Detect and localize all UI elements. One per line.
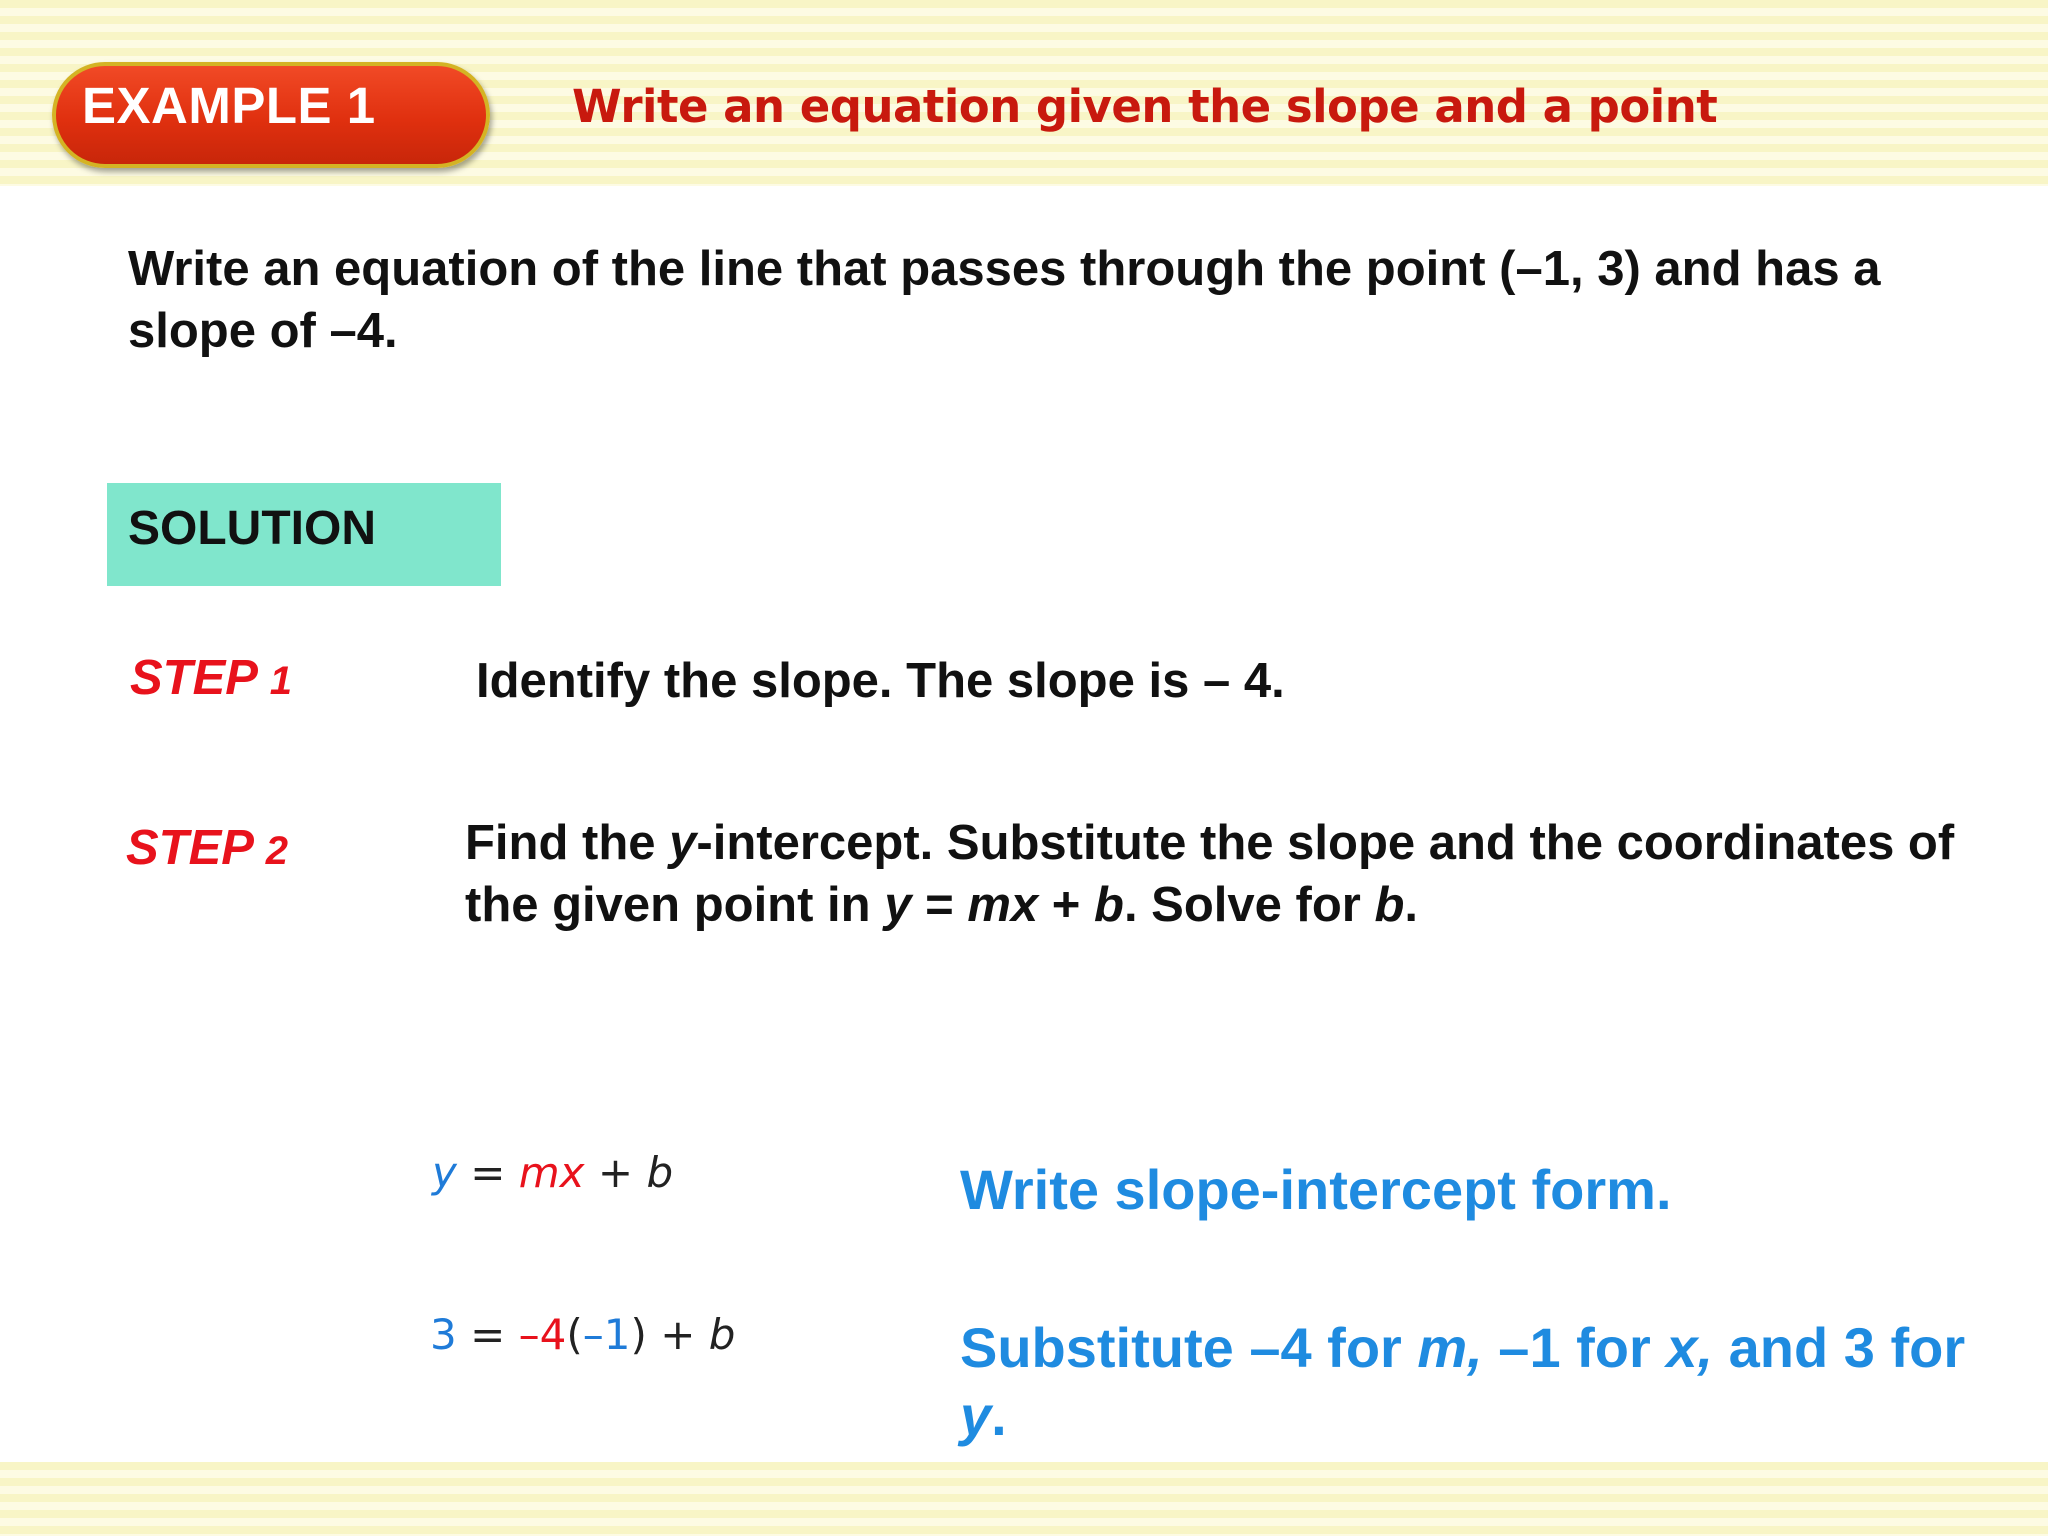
eq2-slope: –4 [518,1310,567,1359]
note2-text-2: –1 for [1482,1316,1667,1379]
step-2-text-2: -intercept. Substitute the slope and the coordinates of the given point in [465,816,1955,932]
formula-b: b [1094,878,1124,932]
eq2-close-paren: ) [630,1310,647,1359]
step-1-text-1: Identify the slope. The slope is [476,654,1203,708]
formula-mx: mx [967,878,1039,932]
problem-period: . [383,304,398,358]
solution-label: SOLUTION [128,502,376,555]
solution-box [107,483,501,586]
problem-slope: –4 [329,304,384,358]
note2-text-3: and 3 for [1713,1316,1966,1379]
step-2-label [126,820,288,876]
eq2-y-value: 3 [430,1310,457,1359]
note2-m: m, [1417,1316,1483,1379]
step-1-period: . [1271,654,1285,708]
note2-period: . [991,1384,1007,1447]
point-y: 3 [1597,242,1625,296]
eq2-x-value: –1 [582,1310,631,1359]
note2-y: y [960,1384,992,1447]
step-2-text [465,812,2025,936]
eq2-equals: = [456,1310,519,1359]
note-substitute [960,1314,2020,1450]
formula-y: y [884,878,912,932]
equation-substituted [430,1310,735,1359]
eq2-open-paren: ( [566,1310,583,1359]
eq1-equals: = [456,1148,519,1197]
point-comma: , [1569,242,1598,296]
step-1-word: STEP [130,651,257,705]
step-2-word: STEP [126,821,253,875]
step-2-number: 2 [265,829,289,873]
problem-text-1: Write an equation of the line that passes through the point ( [128,242,1516,296]
problem-statement [128,238,1888,362]
step-1-text [476,650,1285,712]
example-label: EXAMPLE 1 [82,77,376,134]
example-badge [52,62,490,168]
formula-plus: + [1038,878,1094,932]
problem-text-2: ) and has a slope of [128,242,1881,358]
step-2-y-var: y [669,816,697,870]
eq2-plus: + [646,1310,709,1359]
eq2-b: b [708,1310,736,1359]
step-1-label [130,650,292,706]
slide-title: Write an equation given the slope and a point [572,80,1718,133]
point-x: –1 [1515,242,1570,296]
equation-slope-intercept [432,1148,673,1197]
step-2-period: . [1404,878,1419,932]
eq1-plus: + [584,1148,647,1197]
note2-x: x, [1666,1316,1714,1379]
step-2-text-1: Find the [465,816,670,870]
eq1-mx: mx [518,1148,585,1197]
solve-var: b [1374,878,1405,932]
step-1-number: 1 [269,659,293,703]
eq1-y: y [432,1148,457,1197]
eq1-b: b [646,1148,674,1197]
step-1-slope: – 4 [1202,654,1272,708]
footer-band [0,1462,2048,1536]
note2-text-1: Substitute –4 for [960,1316,1418,1379]
formula-eq: = [911,878,968,932]
note-slope-intercept: Write slope-intercept form. [960,1158,1672,1221]
step-2-text-3: . Solve for [1123,878,1375,932]
